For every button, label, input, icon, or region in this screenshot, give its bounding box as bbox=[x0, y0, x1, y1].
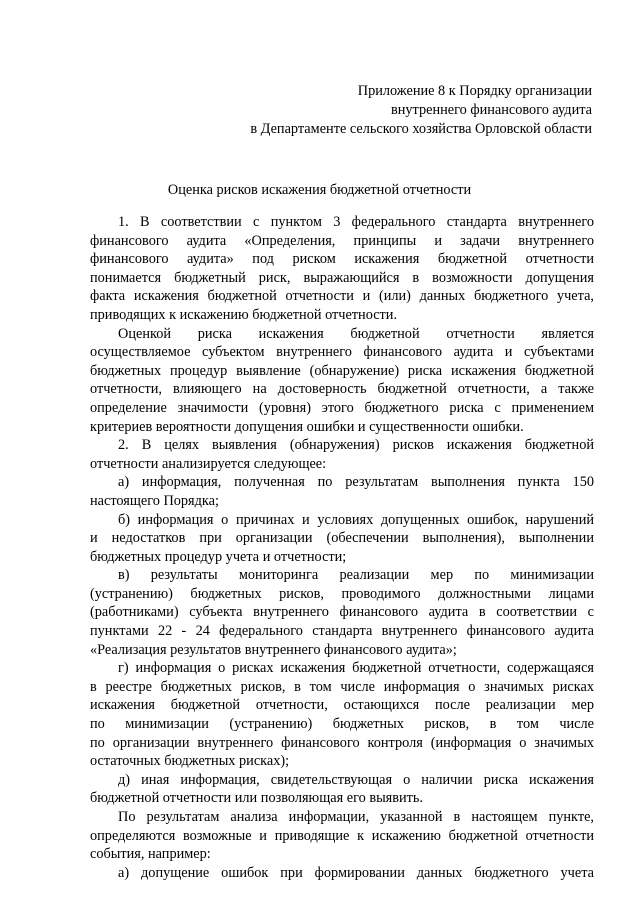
text-line: д) иная информация, свидетельствующая о наличии риска искажения bbox=[118, 771, 594, 788]
text-line: настоящего Порядка; bbox=[90, 492, 219, 509]
appendix-header-line: Приложение 8 к Порядку организации bbox=[357, 83, 592, 99]
text-line: финансового аудита «Определения, принципы и задачи внутреннего bbox=[90, 232, 594, 249]
text-line: понимается бюджетный риск, выражающийся в возможности допущения bbox=[90, 269, 594, 286]
text-line: события, например: bbox=[90, 846, 211, 863]
text-line: (устранению) бюджетных рисков, проводимого должностными лицами bbox=[90, 585, 594, 602]
text-line: бюджетных процедур выявление (обнаружение) риска искажения бюджетной bbox=[90, 362, 594, 379]
appendix-header-line: внутреннего финансового аудита bbox=[391, 102, 592, 119]
text-line: бюджетных процедур учета и отчетности; bbox=[90, 548, 347, 565]
text-line: 2. В целях выявления (обнаружения) рисков искажения бюджетной bbox=[118, 437, 594, 454]
text-line: (работниками) субъекта внутреннего финансового аудита в соответствии с bbox=[90, 604, 594, 621]
text-line: бюджетной отчетности или позволяющая его выявить. bbox=[90, 790, 423, 807]
text-line: «Реализация результатов внутреннего финансового аудита»; bbox=[90, 641, 457, 658]
text-line: осуществляемое субъектом внутреннего финансового аудита и субъектами bbox=[90, 344, 594, 361]
text-line: По результатам анализа информации, указанной в настоящем пункте, bbox=[118, 809, 594, 825]
text-line: а) допущение ошибок при формировании данных бюджетного учета bbox=[118, 864, 594, 881]
text-line: приводящих к искажению бюджетной отчетности. bbox=[90, 306, 398, 323]
appendix-header bbox=[250, 82, 592, 140]
text-line: определяются возможные и приводящие к искажению бюджетной отчетности bbox=[90, 827, 594, 844]
text-line: пунктами 22 - 24 федерального стандарта внутреннего финансового аудита bbox=[90, 623, 594, 640]
text-line: г) информация о рисках искажения бюджетной отчетности, содержащаяся bbox=[118, 660, 594, 677]
document-body bbox=[90, 213, 594, 882]
appendix-header-line: в Департаменте сельского хозяйства Орловской области bbox=[250, 121, 592, 138]
document-title: Оценка рисков искажения бюджетной отчетности bbox=[167, 182, 472, 198]
text-line: факта искажения бюджетной отчетности и (или) данных бюджетного учета, bbox=[90, 288, 594, 305]
text-line: Оценкой риска искажения бюджетной отчетности является bbox=[118, 325, 594, 342]
text-line: искажения бюджетной отчетности, остающихся после реализации мер bbox=[90, 697, 594, 714]
text-line: по минимизации (устранению) бюджетных рисков, в том числе bbox=[90, 716, 594, 733]
text-line: 1. В соответствии с пунктом 3 федерального стандарта внутреннего bbox=[118, 214, 594, 230]
text-line: отчетности анализируется следующее: bbox=[90, 455, 327, 472]
text-line: финансового аудита» под риском искажения бюджетной отчетности bbox=[90, 251, 594, 268]
text-line: а) информация, полученная по результатам выполнения пункта 150 bbox=[118, 474, 594, 491]
text-line: остаточных бюджетных рисках); bbox=[90, 753, 290, 770]
text-line: в реестре бюджетных рисков, в том числе информация о значимых рисках bbox=[90, 678, 594, 695]
text-line: определение значимости (уровня) этого бюджетного риска с применением bbox=[90, 399, 594, 416]
text-line: б) информация о причинах и условиях допущенных ошибок, нарушений bbox=[118, 511, 594, 528]
text-line: по организации внутреннего финансового контроля (информация о значимых bbox=[90, 734, 594, 751]
text-line: критериев вероятности допущения ошибки и существенности ошибки. bbox=[90, 418, 524, 435]
text-line: отчетности, влияющего на достоверность бюджетной отчетности, а также bbox=[90, 381, 594, 398]
text-line: в) результаты мониторинга реализации мер по минимизации bbox=[118, 567, 594, 584]
text-line: и недостатков при организации (обеспечении выполнения), выполнении bbox=[90, 530, 594, 547]
